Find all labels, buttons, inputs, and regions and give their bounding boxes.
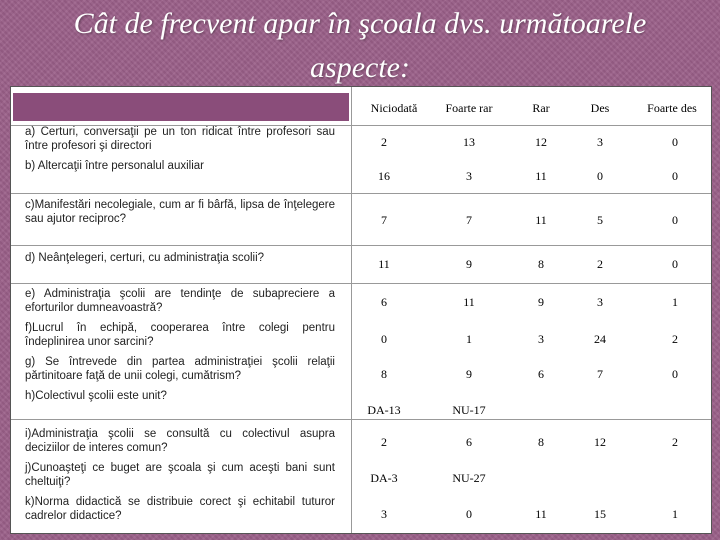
row-label-g: g) Se întrevede din partea administraţiei şcolii relaţii părtinitoare faţă de unii colegi, cumătrism? [25,356,335,382]
cell-i-niciodata: 2 [381,435,387,449]
row-label-f: f)Lucrul în echipă, cooperarea între colegi pentru îndeplinirea unor sarcini? [25,322,335,348]
cell-i-foarte-rar: 6 [466,435,472,449]
cell-c-foarte-des: 0 [672,213,678,227]
row-label-d: d) Neânţelegeri, certuri, cu administraţia scolii? [25,252,265,264]
cell-d-niciodata: 11 [378,257,390,271]
header-rar: Rar [532,101,550,115]
cell-b-foarte-des: 0 [672,169,678,183]
cell-j-foarte-rar: NU-27 [452,471,486,485]
header-foarte-des: Foarte des [647,101,697,115]
slide-title: Cât de frecvent apar în şcoala dvs. următoarele aspecte: [73,7,647,84]
header-left-block [13,93,349,121]
cell-b-des: 0 [597,169,603,183]
header-foarte-rar: Foarte rar [445,101,493,115]
cell-a-foarte-des: 0 [672,135,678,149]
cell-g-foarte-des: 0 [672,367,678,381]
cell-d-foarte-des: 0 [672,257,678,271]
row-label-e: e) Administraţia şcolii are tendinţe de subapreciere a eforturilor dumneavoastră? [25,288,335,314]
row-divider [11,245,711,246]
cell-k-foarte-rar: 0 [466,507,472,521]
row-label-c: c)Manifestări necolegiale, cum ar fi bârfă, lipsa de înţelegere sau ajutor reciproc? [25,199,335,225]
cell-h-foarte-rar: NU-17 [452,403,486,417]
cell-d-rar: 8 [538,257,544,271]
cell-d-foarte-rar: 9 [466,257,472,271]
row-label-h: h)Colectivul şcolii este unit? [25,390,167,402]
col-divider [351,87,352,533]
cell-g-rar: 6 [538,367,544,381]
row-divider [11,419,711,420]
cell-c-des: 5 [597,213,603,227]
cell-c-rar: 11 [535,213,547,227]
cell-i-foarte-des: 2 [672,435,678,449]
cell-d-des: 2 [597,257,603,271]
cell-k-des: 15 [594,507,606,521]
cell-g-des: 7 [597,367,603,381]
cell-e-foarte-des: 1 [672,295,678,309]
row-divider [11,193,711,194]
header-des: Des [590,101,610,115]
cell-e-niciodata: 6 [381,295,387,309]
cell-a-niciodata: 2 [381,135,387,149]
cell-e-rar: 9 [538,295,544,309]
cell-h-niciodata: DA-13 [367,403,401,417]
cell-f-rar: 3 [538,332,544,346]
cell-k-foarte-des: 1 [672,507,678,521]
cell-k-rar: 11 [535,507,547,521]
row-label-i: i)Administraţia şcolii se consultă cu colectivul asupra deciziilor de interes comun? [25,428,335,454]
cell-e-foarte-rar: 11 [463,295,475,309]
frequency-table [10,86,712,534]
cell-k-niciodata: 3 [381,507,387,521]
cell-b-rar: 11 [535,169,547,183]
cell-a-foarte-rar: 13 [463,135,475,149]
cell-i-rar: 8 [538,435,544,449]
cell-b-niciodata: 16 [378,169,390,183]
cell-f-des: 24 [594,332,606,346]
row-label-b: b) Altercaţii între personalul auxiliar [25,160,204,172]
cell-f-foarte-rar: 1 [466,332,472,346]
cell-b-foarte-rar: 3 [466,169,472,183]
cell-a-rar: 12 [535,135,547,149]
cell-f-niciodata: 0 [381,332,387,346]
cell-c-foarte-rar: 7 [466,213,472,227]
cell-i-des: 12 [594,435,606,449]
cell-c-niciodata: 7 [381,213,387,227]
cell-j-niciodata: DA-3 [370,471,398,485]
header-niciodata: Niciodată [370,101,418,115]
row-label-j: j)Cunoaşteţi ce buget are şcoala şi cum aceşti bani sunt cheltuiţi? [25,462,335,488]
row-label-a: a) Certuri, conversaţii pe un ton ridicat între profesori sau între profesori şi directori [25,126,335,152]
cell-e-des: 3 [597,295,603,309]
row-divider [11,283,711,284]
cell-a-des: 3 [597,135,603,149]
cell-f-foarte-des: 2 [672,332,678,346]
cell-g-niciodata: 8 [381,367,387,381]
row-label-k: k)Norma didactică se distribuie corect şi echitabil tuturor cadrelor didactice? [25,496,335,522]
cell-g-foarte-rar: 9 [466,367,472,381]
